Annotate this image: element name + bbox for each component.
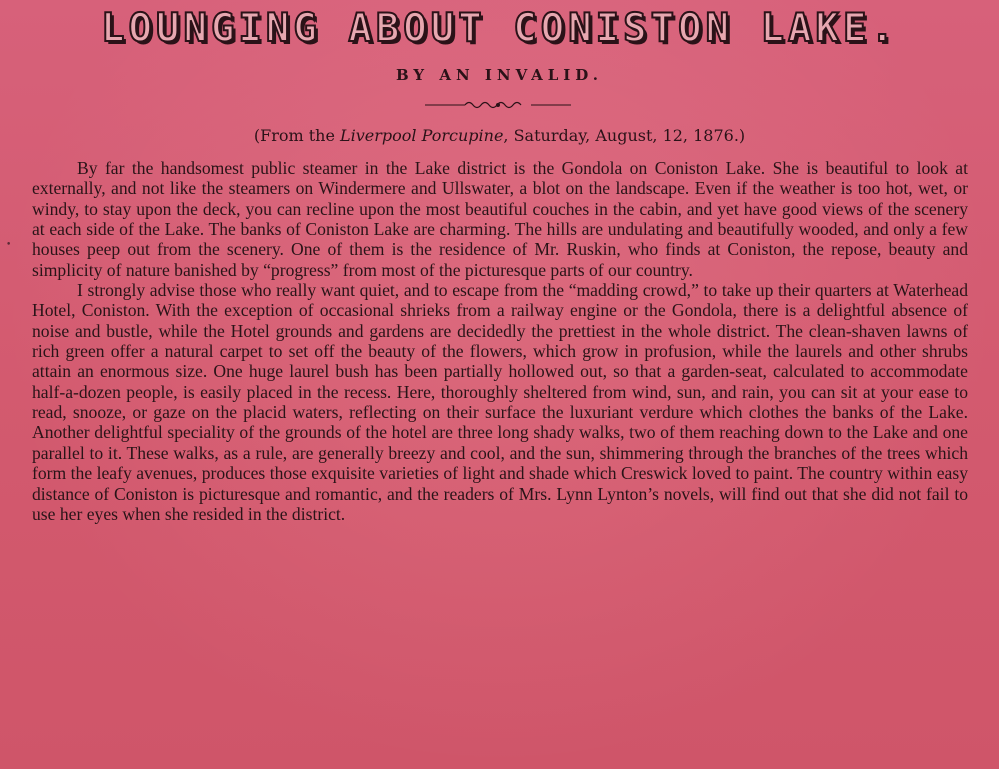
article-paragraph: By far the handsomest public steamer in the Lake district is the Gondola on Coniston Lake. She is beautiful to look at externally, and not like the steamers on Windermere and Ullswater, a blot on the landscape. Even if the weather is too hot, wet, or windy, to stay upon the deck, you can recline upon the most beautiful couches in the cabin, and yet have good views of the scenery at each side of the Lake. The banks of Coniston Lake are charming. The hills are undulating and beautifully wooded, and only a few houses peep out from the scenery. One of them is the residence of Mr. Ruskin, who finds at Coniston, the repose, beauty and simplicity of nature banished by “progress” from most of the picturesque parts of our country. [32, 158, 968, 280]
source-publication: Liverpool Porcupine [340, 126, 504, 145]
article-title: LOUNGING ABOUT CONISTON LAKE. [101, 6, 898, 51]
source-prefix: (From the [253, 126, 341, 145]
source-suffix: , Saturday, August, 12, 1876.) [503, 126, 746, 145]
divider-ornament-icon [423, 98, 573, 112]
article-body [32, 158, 968, 524]
margin-mark-icon: • [6, 240, 12, 250]
article-source-line [0, 126, 999, 145]
article-byline: BY AN INVALID. [395, 66, 603, 84]
article-paragraph: I strongly advise those who really want quiet, and to escape from the “madding crowd,” to take up their quarters at Waterhead Hotel, Coniston. With the exception of occasional shrieks from a railway engine or the Gondola, there is a delightful absence of noise and bustle, while the Hotel grounds and gardens are decidedly the prettiest in the whole district. The clean-shaven lawns of rich green offer a natural carpet to set off the beauty of the flowers, which grow in profusion, while the laurels and other shrubs attain an enormous size. One huge laurel bush has been partially hollowed out, so that a garden-seat, calculated to accommodate half-a-dozen people, is easily placed in the recess. Here, thoroughly sheltered from wind, sun, and rain, you can sit at your ease to read, snooze, or gaze on the placid waters, reflecting on their surface the luxuriant verdure which clothes the banks of the Lake. Another delightful speciality of the grounds of the hotel are three long shady walks, two of them reaching down to the Lake and one parallel to it. These walks, as a rule, are generally breezy and cool, and the sun, shimmering through the branches of the trees which form the leafy avenues, produces those exquisite varieties of light and shade which Creswick loved to paint. The country within easy distance of Coniston is picturesque and romantic, and the readers of Mrs. Lynn Lynton’s novels, will find out that she did not fail to use her eyes when she resided in the district. [32, 280, 968, 524]
